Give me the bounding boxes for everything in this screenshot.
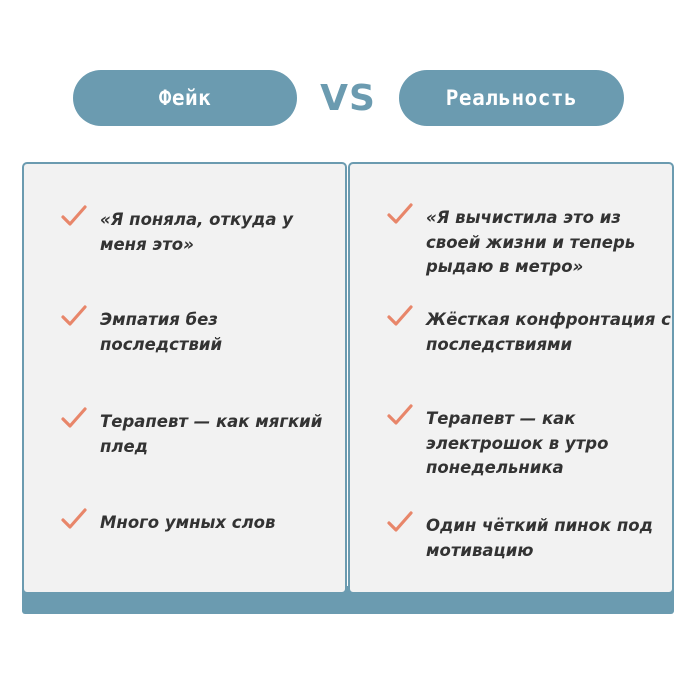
reality-card xyxy=(348,162,674,594)
reality-item-4 xyxy=(386,514,674,563)
vs-label: VS xyxy=(320,77,376,119)
check-icon xyxy=(60,304,88,328)
reality-item-text: «Я вычистила это из своей жизни и теперь рыдаю в метро» xyxy=(426,208,636,276)
reality-item-1 xyxy=(386,206,674,280)
reality-item-text: Терапевт — как электрошок в утро понедельника xyxy=(426,409,609,477)
fake-card xyxy=(22,162,347,594)
check-icon xyxy=(386,304,414,328)
reality-item-text: Один чёткий пинок под мотивацию xyxy=(426,516,653,560)
check-icon xyxy=(386,202,414,226)
reality-item-text: Жёсткая конфронтация с последствиями xyxy=(426,310,671,354)
fake-item-text: Эмпатия без последствий xyxy=(100,310,223,354)
check-icon xyxy=(60,406,88,430)
fake-header-label: Фейк xyxy=(158,86,212,110)
reality-header-pill xyxy=(399,70,624,126)
reality-header-label: Реальность xyxy=(445,86,578,110)
fake-header-pill xyxy=(73,70,297,126)
reality-item-3 xyxy=(386,407,674,481)
check-icon xyxy=(60,204,88,228)
fake-item-3 xyxy=(60,410,330,459)
fake-item-text: Терапевт — как мягкий плед xyxy=(100,412,323,456)
check-icon xyxy=(386,510,414,534)
fake-item-text: «Я поняла, откуда у меня это» xyxy=(100,210,293,254)
check-icon xyxy=(60,507,88,531)
reality-item-2 xyxy=(386,308,674,357)
fake-item-4 xyxy=(60,511,330,536)
fake-item-text: Много умных слов xyxy=(100,513,276,532)
check-icon xyxy=(386,403,414,427)
fake-item-2 xyxy=(60,308,330,357)
fake-item-1 xyxy=(60,208,330,257)
